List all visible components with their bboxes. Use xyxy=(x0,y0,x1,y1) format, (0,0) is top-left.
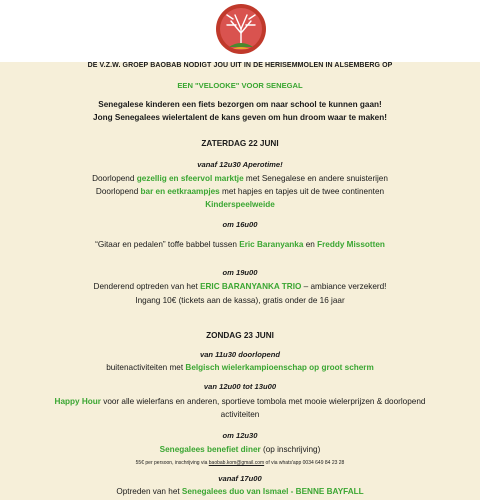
saturday-line-5: Denderend optreden van het ERIC BARANYANKA TRIO – ambiance verzekerd! xyxy=(93,282,387,291)
sunday-line-2b: activiteiten xyxy=(220,410,260,419)
intro-text: DE V.Z.W. GROEP BAOBAB NODIGT JOU UIT IN DE HERISEMMOLEN IN ALSEMBERG OP xyxy=(87,62,393,69)
saturday-line-6: Ingang 10€ (tickets aan de kassa), gratis onder de 16 jaar xyxy=(135,296,345,305)
event-title: EEN "VELOOKE" VOOR SENEGAL xyxy=(177,81,303,90)
sunday-heading: ZONDAG 23 JUNI xyxy=(206,331,274,340)
saturday-heading: ZATERDAG 22 JUNI xyxy=(201,139,279,148)
baobab-tree-logo xyxy=(215,3,267,55)
saturday-line-3: Kinderspeelweide xyxy=(205,200,275,209)
sunday-line-4: 55€ per persoon, inschrijving via baobab.kom@gmail.com of via whats'app 0034 649 84 23 28 xyxy=(135,460,345,466)
sunday-line-1: buitenactiviteiten met Belgisch wielerkampioenschap op groot scherm xyxy=(106,363,374,372)
sunday-line-5: Optreden van het Senegalees duo van Ismael - BENNE BAYFALL xyxy=(116,487,364,496)
sunday-time-3: om 12u30 xyxy=(222,431,258,440)
saturday-time-2: om 16u00 xyxy=(222,220,258,229)
saturday-line-2: Doorlopend bar en eetkraampjes met hapjes en tapjes uit de twee continenten xyxy=(95,187,385,196)
sunday-line-3: Senegalees benefiet diner (op inschrijving) xyxy=(159,445,321,454)
sunday-time-1: van 11u30 doorlopend xyxy=(199,350,281,359)
saturday-line-4: “Gitaar en pedalen” toffe babbel tussen Eric Baranyanka en Freddy Missotten xyxy=(95,240,385,249)
saturday-time-1: vanaf 12u30 Aperotime! xyxy=(197,160,283,169)
email-link[interactable]: baobab.kom@gmail.com xyxy=(208,460,265,466)
saturday-time-3: om 19u00 xyxy=(222,268,258,277)
sunday-line-2: Happy Hour voor alle wielerfans en anderen, sportieve tombola met mooie wielerprijzen & doorlopend xyxy=(54,397,426,406)
header-banner xyxy=(0,0,480,62)
event-tagline-2: Jong Senegalees wielertalent de kans geven om hun droom waar te maken! xyxy=(93,113,387,122)
sunday-time-4: vanaf 17u00 xyxy=(218,474,262,483)
sunday-time-2: van 12u00 tot 13u00 xyxy=(203,382,277,391)
saturday-line-1: Doorlopend gezellig en sfeervol marktje met Senegalese en andere snuisterijen xyxy=(92,174,388,183)
event-tagline-1: Senegalese kinderen een fiets bezorgen om naar school te kunnen gaan! xyxy=(98,100,382,109)
